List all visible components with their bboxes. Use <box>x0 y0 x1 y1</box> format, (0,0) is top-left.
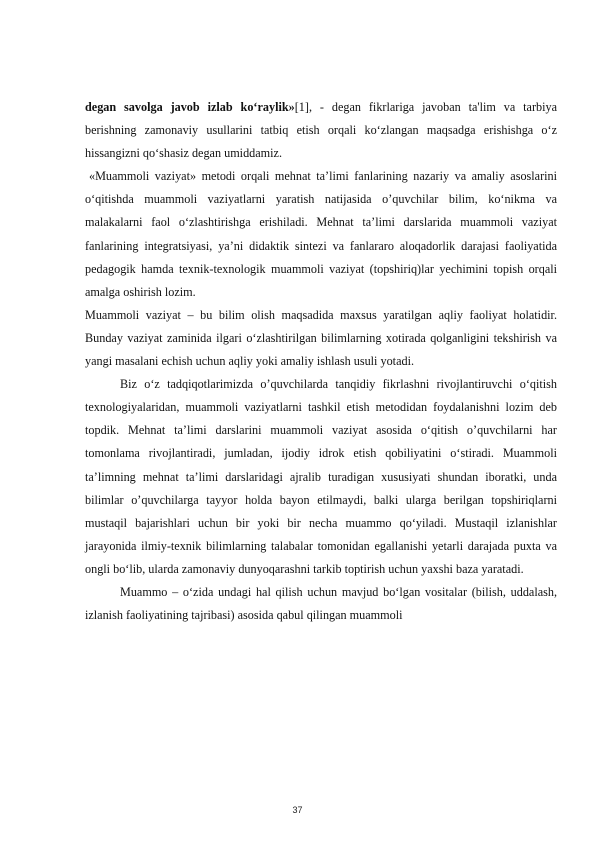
paragraph-1-text: [1], - degan fikrlariga javoban ta'lim va tarbiya berishning zamonaviy usullarini tatbiq etish orqali ko‘zlangan maqsadga erishishga o‘z hissangizni qo‘shasiz degan umiddamiz. <box>85 100 558 161</box>
paragraph-1-lead-bold: degan savolga javob izlab ko‘raylik» <box>85 100 295 114</box>
paragraph-1 <box>85 96 557 165</box>
paragraph-3: Muammoli vaziyat – bu bilim olish maqsadida maxsus yaratilgan aqliy faoliyat holatidir. Bunday vaziyat zaminida ilgari o‘zlashtirilgan bilimlarning xotirada qolganligini tekshirish va yangi masalani echish uchun aqliy yoki amaliy ishlash usuli yotadi. <box>85 307 557 369</box>
document-body <box>85 96 557 627</box>
paragraph-5: Muammo – o‘zida undagi hal qilish uchun mavjud bo‘lgan vositalar (bilish, uddalash, izlanish faoliyatining tajribasi) asosida qabul qilingan muammoli <box>85 584 557 623</box>
paragraph-4: Biz o‘z tadqiqotlarimizda o’quvchilarda tanqidiy fikrlashni rivojlantiruvchi o‘qitish texnologiyalaridan, muammoli vaziyatlarni tashkil etish metodidan foydalanishni lozim deb topdik. Mehnat ta’limi darslarini muammoli vaziyat asosida o‘qitish o’quvchilarni har tomonlama rivojlantiradi, jumladan, ijodiy idrok etish qobiliyatini o‘stiradi. Muammoli ta’limning mehnat ta’limi darslaridagi ajralib turadigan xususiyati shundan iboratki, unda bilimlar o’quvchilarga tayyor holda bayon etilmaydi, balki ularga berilgan topshiriqlarni mustaqil bajarishlari uchun bir yoki bir necha muammo qo‘yiladi. Mustaqil izlanishlar jarayonida ilmiy-texnik bilimlarning talabalar tomonidan egallanishi yetarli darajada puxta va ongli bo‘lib, ularda zamonaviy dunyoqarashni tarkib toptirish uchun yaxshi baza yaratadi. <box>85 377 557 576</box>
paragraph-2: «Muammoli vaziyat» metodi orqali mehnat ta’limi fanlarining nazariy va amaliy asoslarini o‘qitishda muammoli vaziyatlarni yaratish natijasida o’quvchilar bilim, ko‘nikma va malakalarni faol o‘zlashtirishga erishiladi. Mehnat ta’limi darslarida muammoli vaziyat fanlarining integratsiyasi, ya’ni didaktik sintezi va fanlararo aloqadorlik darajasi faoliyatida pedagogik hamda texnik-texnologik muammoli vaziyat (topshiriq)lar yechimini topish orqali amalga oshirish lozim. <box>85 169 557 299</box>
page-number: 37 <box>292 805 303 815</box>
